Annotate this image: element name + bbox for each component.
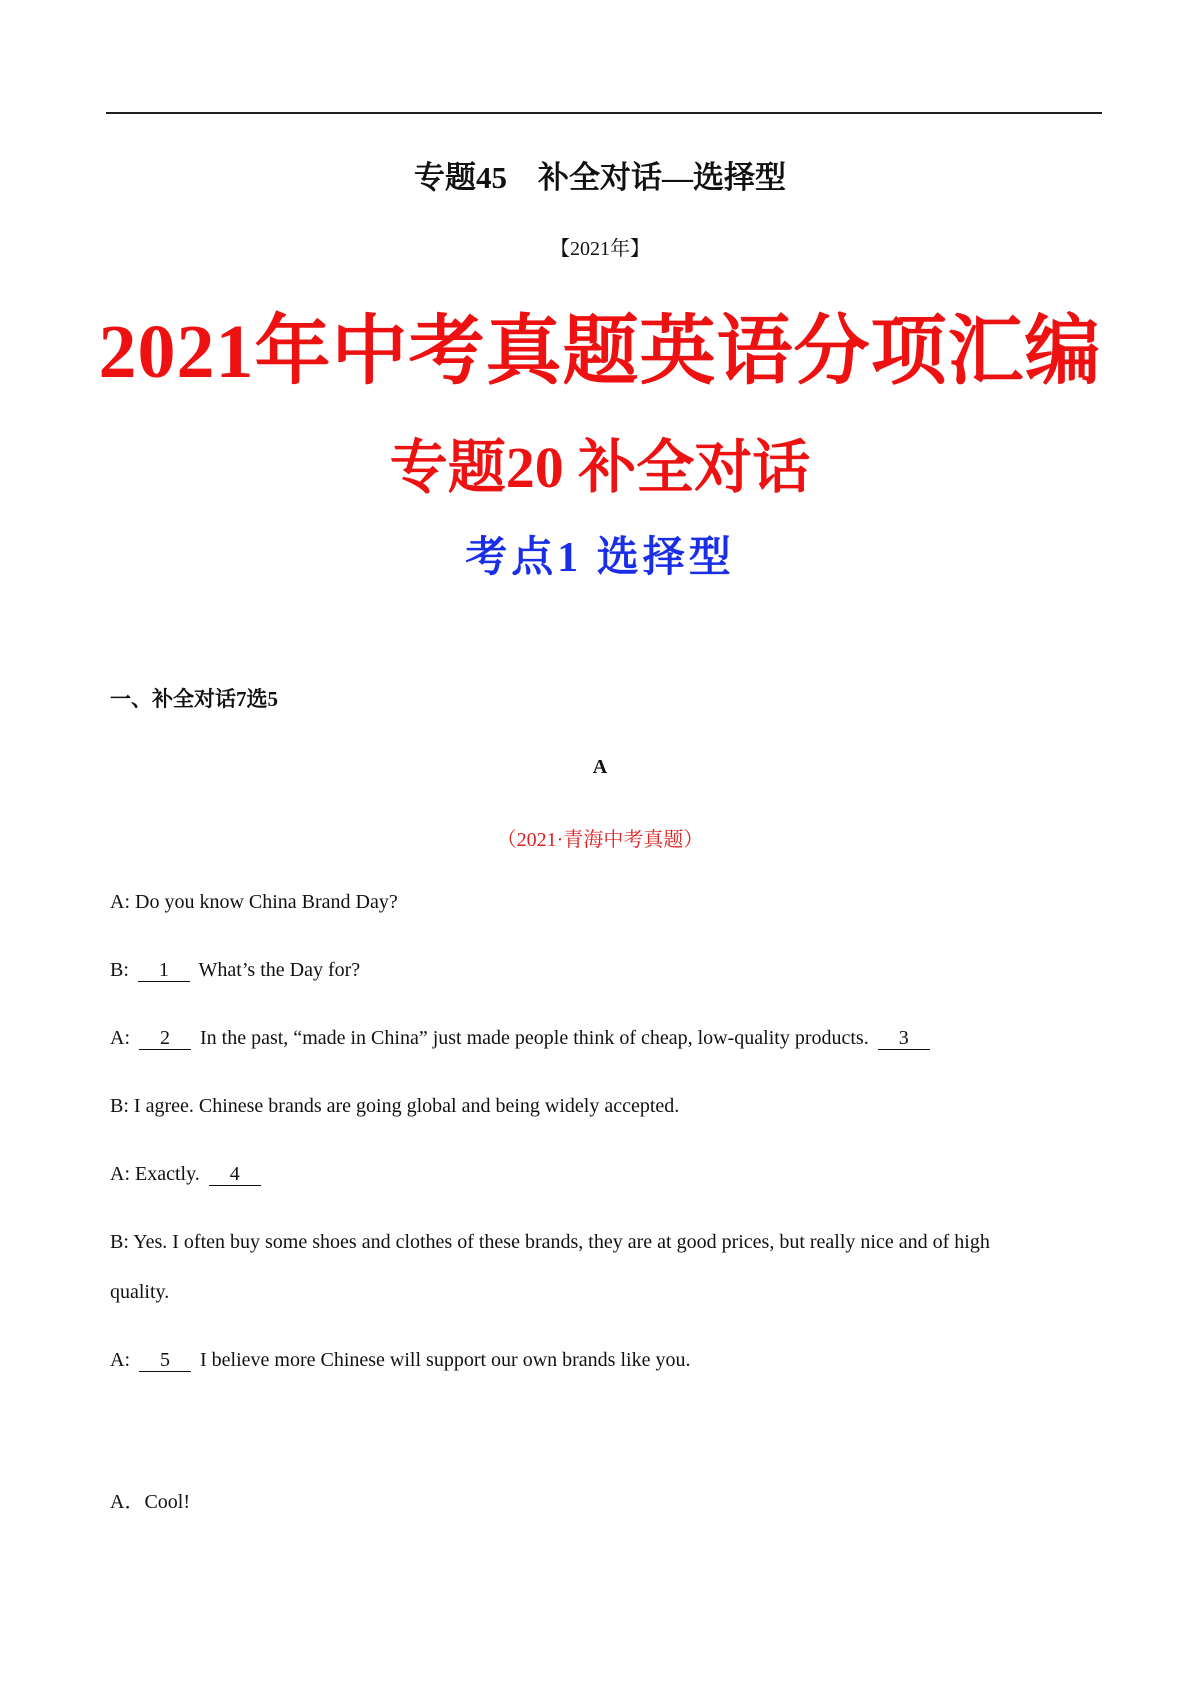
speaker: B: (110, 959, 129, 981)
dialogue-text: In the past, “made in China” just made people think of cheap, low-quality products. (200, 1027, 869, 1049)
option-label: A． (110, 1491, 145, 1513)
blank-3: 3 (878, 1027, 930, 1050)
dialogue-text: Do you know China Brand Day? (135, 891, 398, 913)
blank-5: 5 (139, 1349, 191, 1372)
point-title: 考点1 选择型 (465, 535, 735, 581)
speaker: A: (110, 1349, 130, 1371)
dialogue-text: Exactly. (135, 1163, 200, 1185)
dialogue-text: Yes. I often buy some shoes and clothes of these brands, they are at good prices, but really nice and of high (133, 1231, 990, 1253)
dialogue-text: What’s the Day for? (198, 959, 361, 981)
speaker: B: (110, 1095, 129, 1117)
main-title: 2021年中考真题英语分项汇编 (98, 310, 1102, 394)
sub-title: 专题20 补全对话 (389, 435, 811, 500)
option-a (110, 1485, 190, 1514)
dialogue-line-6-continued: quality. (110, 1281, 170, 1303)
section-heading: 一、补全对话7选5 (110, 687, 278, 711)
dialogue-line-3 (110, 1027, 934, 1050)
dialogue-text: I believe more Chinese will support our own brands like you. (200, 1349, 691, 1371)
dialogue-line-4 (110, 1095, 679, 1118)
dialogue-text: I agree. Chinese brands are going global and being widely accepted. (133, 1095, 680, 1117)
source-label: （2021·青海中考真题） (496, 829, 704, 851)
speaker: B: (110, 1231, 129, 1253)
option-text: Cool! (144, 1491, 191, 1513)
dialogue-line-5 (110, 1163, 265, 1186)
blank-1: 1 (138, 959, 190, 982)
dialogue-line-7 (110, 1349, 690, 1372)
speaker: A: (110, 1163, 130, 1185)
topic-title: 专题45 补全对话—选择型 (414, 160, 786, 195)
blank-2: 2 (139, 1027, 191, 1050)
year-tag: 【2021年】 (550, 238, 650, 260)
blank-4: 4 (209, 1163, 261, 1186)
speaker: A: (110, 1027, 130, 1049)
header-rule (106, 112, 1102, 114)
dialogue-line-1 (110, 891, 398, 914)
speaker: A: (110, 891, 130, 913)
part-label: A (592, 756, 608, 778)
dialogue-line-2 (110, 959, 360, 982)
dialogue-line-6 (110, 1231, 990, 1254)
